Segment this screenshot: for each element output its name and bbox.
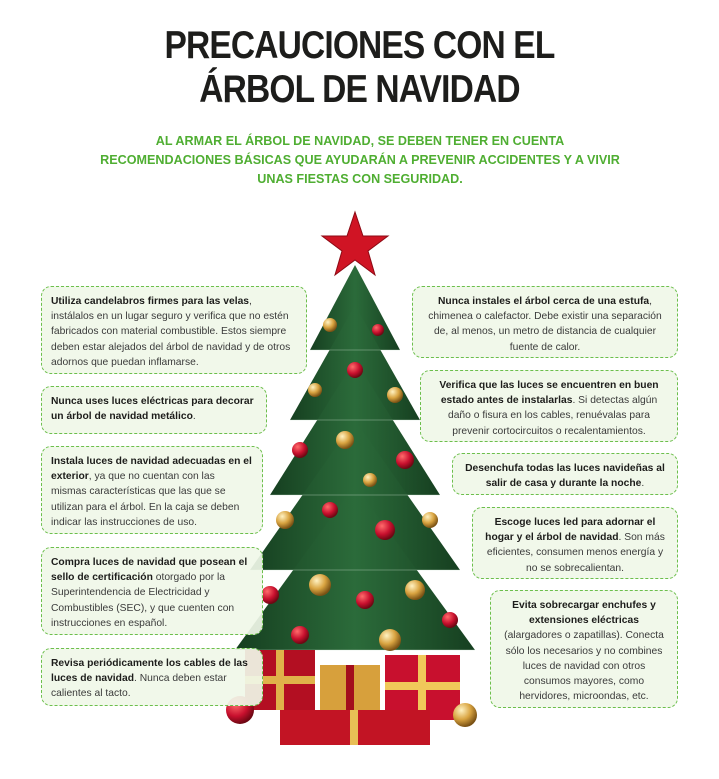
- subtitle-line-1: AL ARMAR EL ÁRBOL DE NAVIDAD, SE DEBEN TENER EN CUENTA: [155, 134, 565, 148]
- tip-outdoor-lights-bold: Instala luces de navidad adecuadas en el exterior: [51, 456, 252, 483]
- tip-overload: [490, 590, 678, 708]
- tip-certification-text: otorgado por la Superintendencia de Electricidad y Combustibles (SEC), y que cuenten con instrucciones en español.: [51, 572, 235, 629]
- tip-metal-tree-text: .: [192, 411, 196, 423]
- tip-check-cables-text: . Nunca deben estar calientes al tacto.: [51, 673, 227, 700]
- tip-unplug: [452, 453, 678, 495]
- tip-led-lights: [472, 507, 678, 579]
- tip-heat-source: [412, 286, 678, 358]
- page-title: [50, 24, 668, 112]
- title-line-2: ÁRBOL DE NAVIDAD: [199, 68, 520, 111]
- tip-heat-source-text: , chimenea o calefactor. Debe existir una separación de, al menos, un metro de distancia de cualquier fuente de calor.: [428, 296, 662, 353]
- tip-metal-tree-bold: Nunca uses luces eléctricas para decorar un árbol de navidad metálico: [51, 396, 254, 423]
- subtitle-line-3: UNAS FIESTAS CON SEGURIDAD.: [257, 172, 463, 186]
- tip-outdoor-lights-text: , ya que no cuentan con las mismas características que las que se utilizan para el árbol. En la caja se deben indicar las instrucciones de uso.: [51, 471, 240, 528]
- tip-led-lights-bold: Escoge luces led para adornar el hogar y el árbol de navidad: [485, 517, 656, 544]
- tip-led-lights-text: . Son más eficientes, consumen menos energía y no se sobrecalientan.: [486, 532, 665, 574]
- tip-certification: [41, 547, 263, 635]
- tip-check-cables-bold: Revisa periódicamente los cables de las luces de navidad: [51, 658, 248, 685]
- tip-outdoor-lights: [41, 446, 263, 534]
- tip-check-cables: [41, 648, 263, 706]
- subtitle-line-2: RECOMENDACIONES BÁSICAS QUE AYUDARÁN A PREVENIR ACCIDENTES Y A VIVIR: [100, 153, 620, 167]
- tip-candles: [41, 286, 307, 374]
- tip-check-lights: [420, 370, 678, 442]
- tip-unplug-text: .: [641, 478, 645, 490]
- tip-certification-bold: Compra luces de navidad que posean el sello de certificación: [51, 557, 248, 584]
- tip-candles-bold: Utiliza candelabros firmes para las velas: [51, 296, 250, 307]
- subtitle: [80, 132, 640, 189]
- gift-boxes: [226, 650, 477, 745]
- tip-candles-text: , instálalos en un lugar seguro y verifica que no estén fabricados con material combustible. Estos siempre deben estar alejados del árbol de navidad y de otros adornos que puedan inflamarse.: [51, 296, 291, 368]
- tip-overload-bold: Evita sobrecargar enchufes y extensiones eléctricas: [512, 600, 656, 627]
- tip-unplug-bold: Desenchufa todas las luces navideñas al salir de casa y durante la noche: [465, 463, 665, 490]
- tip-metal-tree: [41, 386, 267, 434]
- title-line-1: PRECAUCIONES CON EL: [164, 24, 555, 67]
- tip-check-lights-bold: Verifica que las luces se encuentren en buen estado antes de instalarlas: [439, 380, 659, 407]
- tip-check-lights-text: . Si detectas algún daño o fisura en los cables, renuévalas para prevenir cortocircuitos o recalentamientos.: [447, 395, 658, 437]
- tip-heat-source-bold: Nunca instales el árbol cerca de una estufa: [437, 296, 650, 307]
- tip-overload-text: (alargadores o zapatillas). Conecta sólo los necesarios y no combines luces de navidad con otros consumos mayores, como hervidores, microondas, etc.: [504, 630, 664, 703]
